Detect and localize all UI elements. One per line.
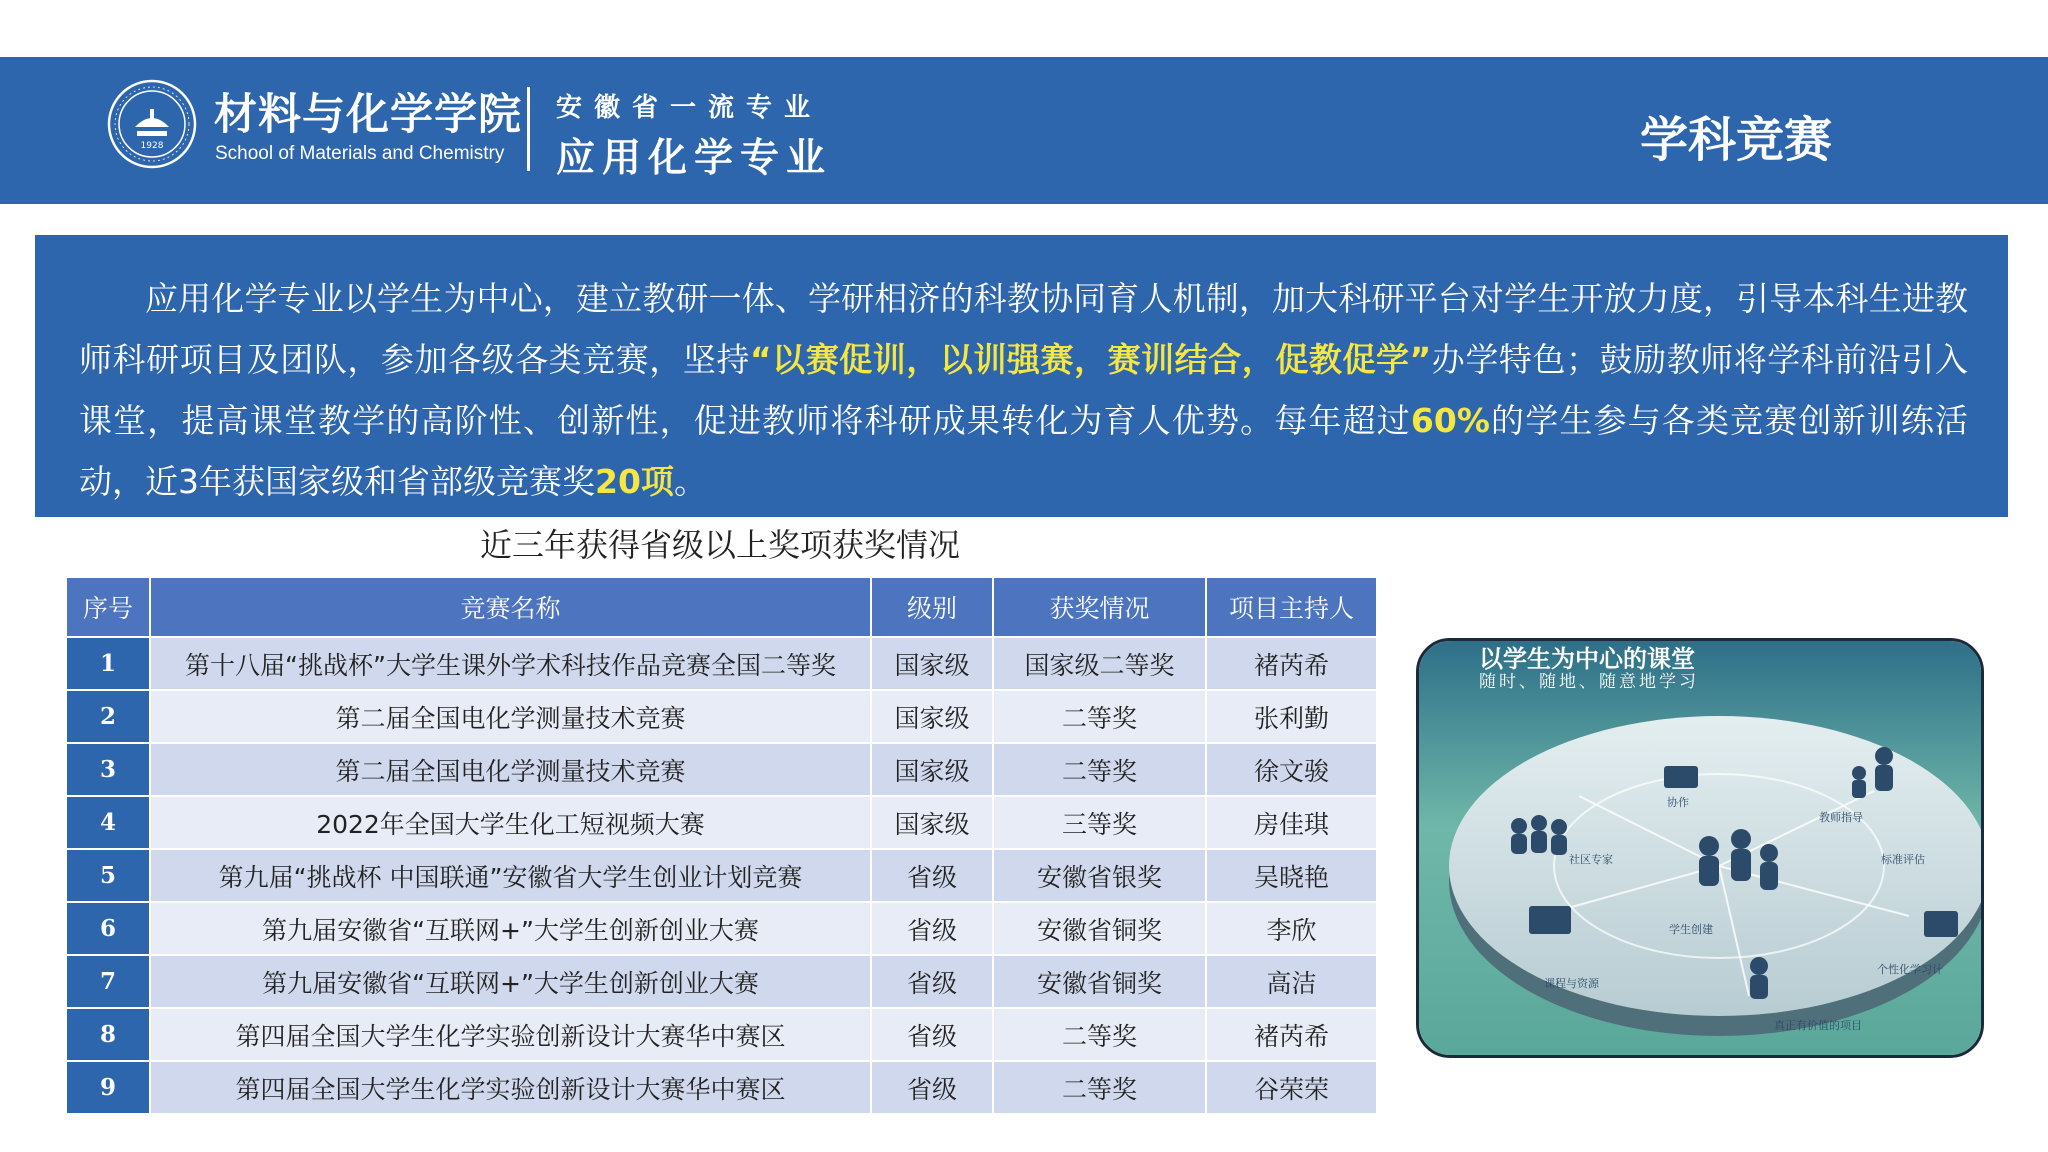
project-leader: 徐文骏 [1206, 743, 1377, 796]
table-row [66, 1061, 1377, 1114]
row-index: 1 [66, 637, 150, 690]
award-level: 国家级 [871, 637, 993, 690]
table-header-row [66, 577, 1377, 637]
label-personal-plan: 个性化学习计 [1877, 963, 1943, 976]
award-result: 二等奖 [993, 690, 1206, 743]
intro-paragraph [35, 235, 2008, 517]
competition-name: 第二届全国电化学测量技术竞赛 [150, 743, 871, 796]
award-level: 省级 [871, 955, 993, 1008]
table-row [66, 902, 1377, 955]
illustration-title: 以学生为中心的课堂 [1479, 645, 1695, 673]
table-row [66, 690, 1377, 743]
award-result: 二等奖 [993, 743, 1206, 796]
table-row [66, 743, 1377, 796]
competition-name: 第四届全国大学生化学实验创新设计大赛华中赛区 [150, 1008, 871, 1061]
competition-name: 第九届安徽省“互联网+”大学生创新创业大赛 [150, 955, 871, 1008]
table-row [66, 1008, 1377, 1061]
award-level: 国家级 [871, 796, 993, 849]
competition-name: 第四届全国大学生化学实验创新设计大赛华中赛区 [150, 1061, 871, 1114]
table-row [66, 849, 1377, 902]
major-name: 应用化学专业 [556, 136, 833, 181]
school-name-en: School of Materials and Chemistry [215, 143, 505, 164]
intro-text-3: 的学生参与各类竞赛创新训练活动，近3年获国家级和省部级竞赛奖 [79, 401, 1969, 501]
header-competition: 竞赛名称 [150, 577, 871, 637]
row-index: 7 [66, 955, 150, 1008]
classroom-illustration [1416, 638, 1984, 1058]
project-leader: 褚芮希 [1206, 1008, 1377, 1061]
intro-text-4: 。 [673, 462, 707, 501]
label-teacher-guidance: 教师指导 [1819, 811, 1863, 824]
row-index: 2 [66, 690, 150, 743]
project-leader: 房佳琪 [1206, 796, 1377, 849]
competition-name: 第九届“挑战杯 中国联通”安徽省大学生创业计划竞赛 [150, 849, 871, 902]
intro-text-1: 应用化学专业以学生为中心，建立教研一体、学研相济的科教协同育人机制，加大科研平台对学生开放力度，引导本科生进教师科研项目及团队，参加各级各类竞赛，坚持 [79, 279, 1968, 379]
award-result: 二等奖 [993, 1061, 1206, 1114]
header-divider [527, 87, 530, 171]
school-seal-icon [107, 79, 197, 169]
header-award: 获奖情况 [993, 577, 1206, 637]
label-course-resources: 课程与资源 [1544, 977, 1599, 990]
label-valuable-projects: 真正有价值的项目 [1774, 1019, 1862, 1032]
award-level: 国家级 [871, 743, 993, 796]
row-index: 9 [66, 1061, 150, 1114]
header-index: 序号 [66, 577, 150, 637]
project-leader: 谷荣荣 [1206, 1061, 1377, 1114]
project-leader: 张利勤 [1206, 690, 1377, 743]
intro-text-2: 办学特色；鼓励教师将学科前沿引入课堂，提高课堂教学的高阶性、创新性，促进教师将科研成果转化为育人优势。每年超过 [79, 340, 1968, 440]
row-index: 3 [66, 743, 150, 796]
table-row [66, 955, 1377, 1008]
awards-table [65, 576, 1378, 1115]
label-standard-assessment: 标准评估 [1881, 853, 1925, 866]
intro-award-count: 20项 [595, 462, 674, 501]
award-level: 省级 [871, 1008, 993, 1061]
project-leader: 吴晓艳 [1206, 849, 1377, 902]
award-result: 国家级二等奖 [993, 637, 1206, 690]
competition-name: 第二届全国电化学测量技术竞赛 [150, 690, 871, 743]
competition-name: 2022年全国大学生化工短视频大赛 [150, 796, 871, 849]
row-index: 6 [66, 902, 150, 955]
award-result: 二等奖 [993, 1008, 1206, 1061]
award-level: 省级 [871, 1061, 993, 1114]
award-result: 安徽省铜奖 [993, 902, 1206, 955]
row-index: 5 [66, 849, 150, 902]
intro-percentage: 60% [1410, 401, 1490, 440]
student-centered-diagram [1419, 641, 1981, 1055]
competition-name: 第十八届“挑战杯”大学生课外学术科技作品竞赛全国二等奖 [150, 637, 871, 690]
project-leader: 李欣 [1206, 902, 1377, 955]
award-level: 省级 [871, 849, 993, 902]
competition-name: 第九届安徽省“互联网+”大学生创新创业大赛 [150, 902, 871, 955]
table-title: 近三年获得省级以上奖项获奖情况 [479, 526, 960, 564]
header-level: 级别 [871, 577, 993, 637]
row-index: 4 [66, 796, 150, 849]
illustration-subtitle: 随时、随地、随意地学习 [1479, 672, 1699, 692]
project-leader: 高洁 [1206, 955, 1377, 1008]
award-result: 安徽省铜奖 [993, 955, 1206, 1008]
award-level: 省级 [871, 902, 993, 955]
label-student-creation: 学生创建 [1669, 923, 1713, 936]
table-row [66, 637, 1377, 690]
major-tagline: 安徽省一流专业 [556, 93, 823, 123]
label-collaboration: 协作 [1667, 796, 1689, 809]
award-result: 安徽省银奖 [993, 849, 1206, 902]
award-level: 国家级 [871, 690, 993, 743]
project-leader: 褚芮希 [1206, 637, 1377, 690]
table-row [66, 796, 1377, 849]
label-community-experts: 社区专家 [1569, 853, 1613, 866]
header-band [0, 57, 2048, 204]
school-name-cn: 材料与化学学院 [214, 90, 522, 140]
row-index: 8 [66, 1008, 150, 1061]
header-leader: 项目主持人 [1206, 577, 1377, 637]
seal-year: 1928 [140, 141, 164, 151]
award-result: 三等奖 [993, 796, 1206, 849]
page-title: 学科竞赛 [1640, 112, 1833, 168]
intro-slogan: “以赛促训，以训强赛，赛训结合，促教促学” [749, 340, 1432, 379]
